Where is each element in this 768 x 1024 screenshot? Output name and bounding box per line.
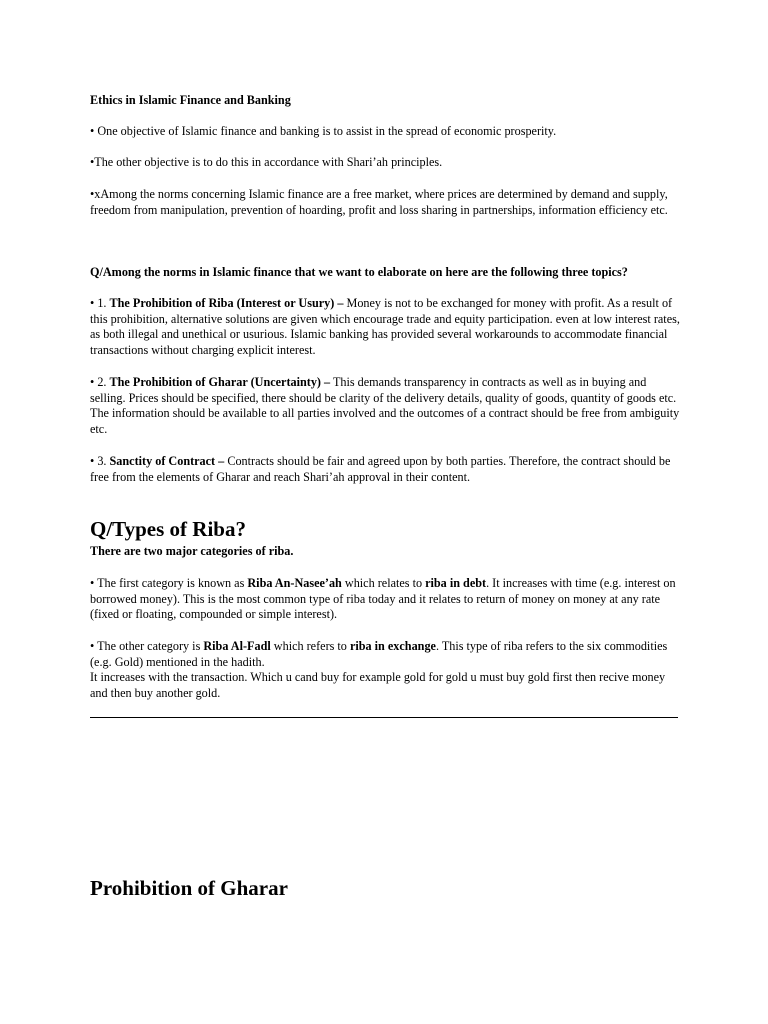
riba-category-one-paragraph bbox=[90, 576, 680, 623]
topic-contract-body: Contracts should be fair and agreed upon by both parties. Therefore, the contract should be free from the elements of Gharar and reach Shari’ah approval in their content. bbox=[90, 454, 671, 484]
topic-gharar-prefix: • 2. bbox=[90, 375, 110, 389]
topic-gharar-paragraph bbox=[90, 375, 680, 437]
topic-gharar-heading: The Prohibition of Gharar (Uncertainty) – bbox=[109, 375, 331, 389]
riba-cat2-text3: . This type of riba refers to the six commodities (e.g. Gold) mentioned in the hadith. bbox=[90, 639, 668, 669]
riba-cat2-line2: It increases with the transaction. Which u cand buy for example gold for gold u must buy gold first then recive money and then buy another gold. bbox=[90, 670, 666, 700]
topic-riba-heading: The Prohibition of Riba (Interest or Usury) – bbox=[109, 296, 344, 310]
topic-riba-paragraph bbox=[90, 296, 680, 358]
topic-contract-prefix: • 3. bbox=[90, 454, 110, 468]
norms-question: Q/Among the norms in Islamic finance that we want to elaborate on here are the following three topics? bbox=[90, 265, 628, 279]
riba-cat1-bold2: riba in debt bbox=[425, 576, 487, 590]
horizontal-divider bbox=[90, 717, 678, 718]
riba-cat1-text2: which relates to bbox=[341, 576, 426, 590]
riba-cat2-bold2: riba in exchange bbox=[349, 639, 436, 653]
riba-category-two-paragraph bbox=[90, 639, 680, 701]
document-title: Ethics in Islamic Finance and Banking bbox=[90, 93, 291, 107]
riba-types-subheading: There are two major categories of riba. bbox=[90, 544, 294, 558]
topic-riba-prefix: • 1. bbox=[90, 296, 110, 310]
topic-gharar-body: This demands transparency in contracts as well as in buying and selling. Prices should be specified, there should be clarity of the delivery details, quality of goods, quantity of goods etc. The information should be available to all parties involved and the outcomes of a contract should be free from ambiguity etc. bbox=[90, 375, 680, 436]
riba-cat1-bold1: Riba An-Nasee’ah bbox=[247, 576, 342, 590]
topic-riba-body: Money is not to be exchanged for money with profit. As a result of this prohibition, alternative solutions are given which encourage trade and equity participation. even at low interest rates, as both illegal and unethical or usurious. Islamic banking has provided several workarounds to accommodate financial transactions without charging explicit interest. bbox=[90, 296, 680, 357]
objective-two-paragraph: •The other objective is to do this in accordance with Shari’ah principles. bbox=[90, 155, 443, 169]
gharar-section-heading: Prohibition of Gharar bbox=[90, 876, 288, 900]
riba-types-heading: Q/Types of Riba? bbox=[90, 517, 246, 541]
objective-one-paragraph: • One objective of Islamic finance and banking is to assist in the spread of economic prosperity. bbox=[90, 124, 557, 138]
riba-cat2-text2: which refers to bbox=[270, 639, 350, 653]
riba-cat2-bold1: Riba Al-Fadl bbox=[203, 639, 271, 653]
riba-cat1-text1: • The first category is known as bbox=[90, 576, 248, 590]
topic-contract-heading: Sanctity of Contract – bbox=[109, 454, 225, 468]
riba-cat1-text3: . It increases with time (e.g. interest on borrowed money). This is the most common type of riba today and it relates to return of money on money at any rate (fixed or floating, compounded or simple interest). bbox=[90, 576, 676, 622]
topic-contract-paragraph bbox=[90, 454, 680, 485]
norms-paragraph: •xAmong the norms concerning Islamic finance are a free market, where prices are determined by demand and supply, freedom from manipulation, prevention of hoarding, profit and loss sharing in partnerships, information efficiency etc. bbox=[90, 187, 668, 217]
riba-cat2-text1: • The other category is bbox=[90, 639, 204, 653]
